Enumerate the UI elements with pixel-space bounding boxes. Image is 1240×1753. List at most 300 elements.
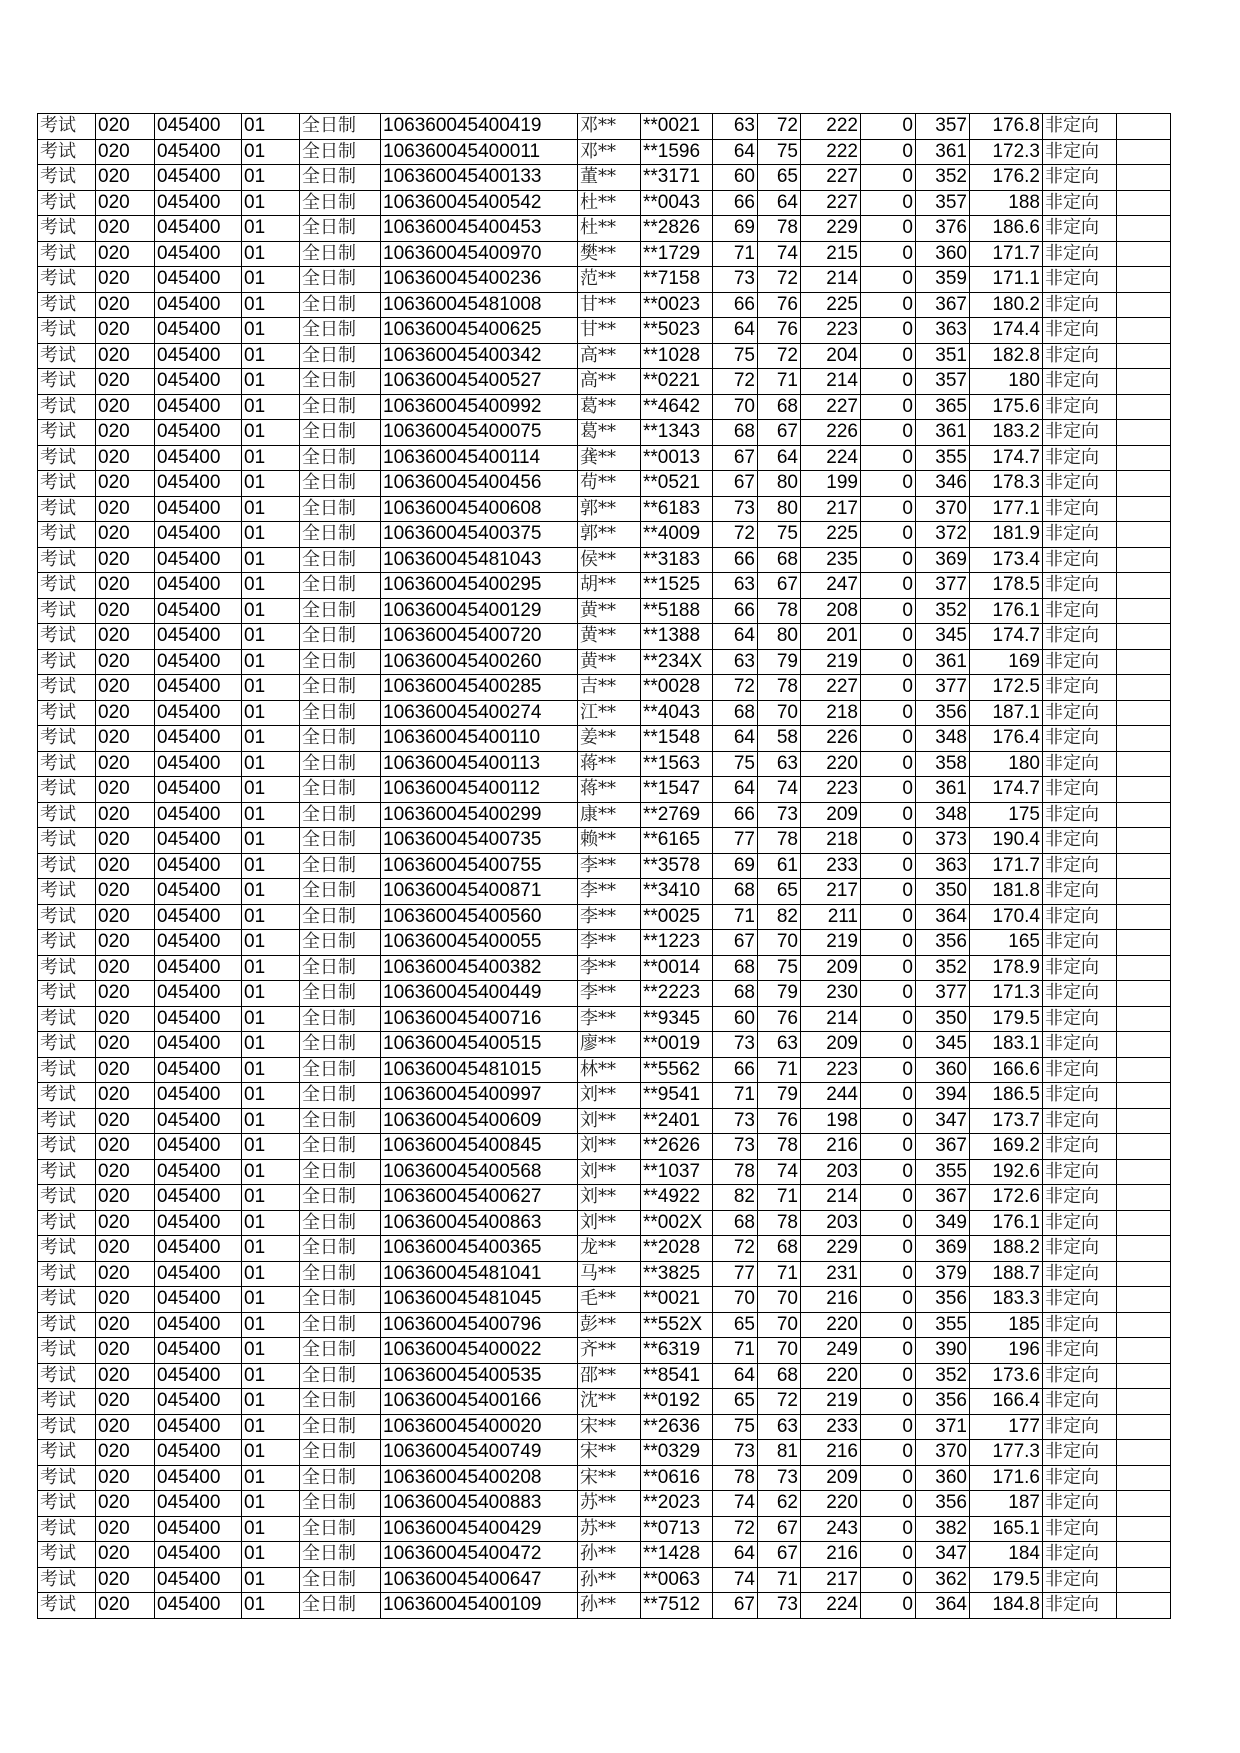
name-cell: 胡** <box>578 573 641 599</box>
english-score-cell: 80 <box>758 624 801 650</box>
candidate-id-cell: 106360045400342 <box>381 343 578 369</box>
direction-code-cell: 01 <box>242 1236 300 1262</box>
total-score-cell: 349 <box>916 1210 970 1236</box>
table-row <box>38 1287 1171 1313</box>
total-score-cell: 360 <box>916 1057 970 1083</box>
department-code-cell: 020 <box>96 1491 155 1517</box>
politics-score-cell: 64 <box>713 1363 758 1389</box>
exam-type-cell: 考试 <box>38 369 96 395</box>
plan-type-cell: 非定向 <box>1043 394 1117 420</box>
professional-score-cell: 216 <box>801 1440 861 1466</box>
id-suffix-cell: **1037 <box>641 1159 713 1185</box>
professional-score-cell: 231 <box>801 1261 861 1287</box>
major-code-cell: 045400 <box>155 292 242 318</box>
direction-code-cell: 01 <box>242 726 300 752</box>
department-code-cell: 020 <box>96 675 155 701</box>
extra-score-cell: 0 <box>861 471 916 497</box>
total-score-cell: 359 <box>916 267 970 293</box>
name-cell: 苏** <box>578 1491 641 1517</box>
professional-score-cell: 217 <box>801 1567 861 1593</box>
exam-type-cell: 考试 <box>38 598 96 624</box>
table-row <box>38 1134 1171 1160</box>
study-mode-cell: 全日制 <box>300 777 381 803</box>
id-suffix-cell: **1525 <box>641 573 713 599</box>
total-score-cell: 394 <box>916 1083 970 1109</box>
final-score-cell: 165.1 <box>970 1516 1043 1542</box>
english-score-cell: 79 <box>758 981 801 1007</box>
major-code-cell: 045400 <box>155 1134 242 1160</box>
name-cell: 樊** <box>578 241 641 267</box>
candidate-id-cell: 106360045400627 <box>381 1185 578 1211</box>
final-score-cell: 188.2 <box>970 1236 1043 1262</box>
table-row <box>38 1057 1171 1083</box>
study-mode-cell: 全日制 <box>300 190 381 216</box>
extra-score-cell: 0 <box>861 802 916 828</box>
plan-type-cell: 非定向 <box>1043 726 1117 752</box>
remarks-cell <box>1117 1236 1171 1262</box>
english-score-cell: 72 <box>758 343 801 369</box>
name-cell: 黄** <box>578 624 641 650</box>
final-score-cell: 187.1 <box>970 700 1043 726</box>
exam-type-cell: 考试 <box>38 445 96 471</box>
department-code-cell: 020 <box>96 165 155 191</box>
remarks-cell <box>1117 1363 1171 1389</box>
candidate-id-cell: 106360045400375 <box>381 522 578 548</box>
name-cell: 杜** <box>578 190 641 216</box>
plan-type-cell: 非定向 <box>1043 547 1117 573</box>
candidate-id-cell: 106360045400285 <box>381 675 578 701</box>
english-score-cell: 67 <box>758 420 801 446</box>
major-code-cell: 045400 <box>155 879 242 905</box>
candidate-id-cell: 106360045400429 <box>381 1516 578 1542</box>
name-cell: 宋** <box>578 1440 641 1466</box>
remarks-cell <box>1117 139 1171 165</box>
id-suffix-cell: **0023 <box>641 292 713 318</box>
table-row <box>38 1338 1171 1364</box>
remarks-cell <box>1117 904 1171 930</box>
total-score-cell: 377 <box>916 981 970 1007</box>
table-row <box>38 1516 1171 1542</box>
name-cell: 苟** <box>578 471 641 497</box>
study-mode-cell: 全日制 <box>300 522 381 548</box>
exam-type-cell: 考试 <box>38 1338 96 1364</box>
plan-type-cell: 非定向 <box>1043 904 1117 930</box>
name-cell: 赖** <box>578 828 641 854</box>
name-cell: 龚** <box>578 445 641 471</box>
english-score-cell: 65 <box>758 879 801 905</box>
id-suffix-cell: **2023 <box>641 1491 713 1517</box>
english-score-cell: 74 <box>758 1159 801 1185</box>
table-row <box>38 1389 1171 1415</box>
extra-score-cell: 0 <box>861 1287 916 1313</box>
direction-code-cell: 01 <box>242 165 300 191</box>
department-code-cell: 020 <box>96 751 155 777</box>
total-score-cell: 371 <box>916 1414 970 1440</box>
final-score-cell: 184.8 <box>970 1593 1043 1619</box>
department-code-cell: 020 <box>96 598 155 624</box>
id-suffix-cell: **2626 <box>641 1134 713 1160</box>
exam-type-cell: 考试 <box>38 1108 96 1134</box>
candidate-id-cell: 106360045400755 <box>381 853 578 879</box>
remarks-cell <box>1117 1210 1171 1236</box>
plan-type-cell: 非定向 <box>1043 1108 1117 1134</box>
direction-code-cell: 01 <box>242 955 300 981</box>
remarks-cell <box>1117 471 1171 497</box>
study-mode-cell: 全日制 <box>300 904 381 930</box>
plan-type-cell: 非定向 <box>1043 139 1117 165</box>
final-score-cell: 172.3 <box>970 139 1043 165</box>
remarks-cell <box>1117 292 1171 318</box>
study-mode-cell: 全日制 <box>300 879 381 905</box>
politics-score-cell: 67 <box>713 445 758 471</box>
plan-type-cell: 非定向 <box>1043 496 1117 522</box>
table-row <box>38 1236 1171 1262</box>
remarks-cell <box>1117 445 1171 471</box>
candidate-id-cell: 106360045400535 <box>381 1363 578 1389</box>
remarks-cell <box>1117 777 1171 803</box>
politics-score-cell: 64 <box>713 777 758 803</box>
total-score-cell: 364 <box>916 904 970 930</box>
direction-code-cell: 01 <box>242 777 300 803</box>
study-mode-cell: 全日制 <box>300 802 381 828</box>
professional-score-cell: 219 <box>801 649 861 675</box>
table-row <box>38 369 1171 395</box>
remarks-cell <box>1117 930 1171 956</box>
study-mode-cell: 全日制 <box>300 241 381 267</box>
professional-score-cell: 219 <box>801 930 861 956</box>
candidate-id-cell: 106360045400527 <box>381 369 578 395</box>
politics-score-cell: 63 <box>713 573 758 599</box>
exam-type-cell: 考试 <box>38 1440 96 1466</box>
direction-code-cell: 01 <box>242 1465 300 1491</box>
english-score-cell: 63 <box>758 1414 801 1440</box>
plan-type-cell: 非定向 <box>1043 853 1117 879</box>
exam-type-cell: 考试 <box>38 165 96 191</box>
direction-code-cell: 01 <box>242 318 300 344</box>
study-mode-cell: 全日制 <box>300 1185 381 1211</box>
id-suffix-cell: **0021 <box>641 1287 713 1313</box>
english-score-cell: 63 <box>758 1032 801 1058</box>
direction-code-cell: 01 <box>242 802 300 828</box>
department-code-cell: 020 <box>96 267 155 293</box>
total-score-cell: 377 <box>916 573 970 599</box>
politics-score-cell: 73 <box>713 267 758 293</box>
exam-type-cell: 考试 <box>38 1185 96 1211</box>
exam-type-cell: 考试 <box>38 879 96 905</box>
exam-type-cell: 考试 <box>38 420 96 446</box>
plan-type-cell: 非定向 <box>1043 1338 1117 1364</box>
final-score-cell: 176.4 <box>970 726 1043 752</box>
study-mode-cell: 全日制 <box>300 1414 381 1440</box>
department-code-cell: 020 <box>96 1567 155 1593</box>
politics-score-cell: 77 <box>713 1261 758 1287</box>
remarks-cell <box>1117 216 1171 242</box>
candidate-id-cell: 106360045400997 <box>381 1083 578 1109</box>
english-score-cell: 71 <box>758 1261 801 1287</box>
exam-type-cell: 考试 <box>38 802 96 828</box>
exam-type-cell: 考试 <box>38 1491 96 1517</box>
politics-score-cell: 60 <box>713 165 758 191</box>
major-code-cell: 045400 <box>155 1057 242 1083</box>
exam-type-cell: 考试 <box>38 1032 96 1058</box>
department-code-cell: 020 <box>96 955 155 981</box>
remarks-cell <box>1117 726 1171 752</box>
major-code-cell: 045400 <box>155 1465 242 1491</box>
professional-score-cell: 203 <box>801 1210 861 1236</box>
study-mode-cell: 全日制 <box>300 1108 381 1134</box>
study-mode-cell: 全日制 <box>300 267 381 293</box>
final-score-cell: 178.5 <box>970 573 1043 599</box>
extra-score-cell: 0 <box>861 981 916 1007</box>
english-score-cell: 62 <box>758 1491 801 1517</box>
extra-score-cell: 0 <box>861 1491 916 1517</box>
id-suffix-cell: **4043 <box>641 700 713 726</box>
professional-score-cell: 220 <box>801 1363 861 1389</box>
id-suffix-cell: **0014 <box>641 955 713 981</box>
direction-code-cell: 01 <box>242 394 300 420</box>
politics-score-cell: 64 <box>713 139 758 165</box>
department-code-cell: 020 <box>96 1363 155 1389</box>
department-code-cell: 020 <box>96 496 155 522</box>
direction-code-cell: 01 <box>242 853 300 879</box>
table-row <box>38 853 1171 879</box>
major-code-cell: 045400 <box>155 190 242 216</box>
final-score-cell: 177.1 <box>970 496 1043 522</box>
english-score-cell: 78 <box>758 828 801 854</box>
professional-score-cell: 227 <box>801 675 861 701</box>
politics-score-cell: 72 <box>713 675 758 701</box>
extra-score-cell: 0 <box>861 904 916 930</box>
remarks-cell <box>1117 369 1171 395</box>
extra-score-cell: 0 <box>861 1032 916 1058</box>
id-suffix-cell: **4009 <box>641 522 713 548</box>
id-suffix-cell: **3578 <box>641 853 713 879</box>
exam-type-cell: 考试 <box>38 267 96 293</box>
remarks-cell <box>1117 318 1171 344</box>
study-mode-cell: 全日制 <box>300 1516 381 1542</box>
candidate-id-cell: 106360045481015 <box>381 1057 578 1083</box>
plan-type-cell: 非定向 <box>1043 1491 1117 1517</box>
department-code-cell: 020 <box>96 1210 155 1236</box>
professional-score-cell: 214 <box>801 1006 861 1032</box>
professional-score-cell: 214 <box>801 1185 861 1211</box>
direction-code-cell: 01 <box>242 1261 300 1287</box>
total-score-cell: 346 <box>916 471 970 497</box>
name-cell: 李** <box>578 1006 641 1032</box>
exam-type-cell: 考试 <box>38 1057 96 1083</box>
final-score-cell: 176.2 <box>970 165 1043 191</box>
total-score-cell: 351 <box>916 343 970 369</box>
professional-score-cell: 218 <box>801 700 861 726</box>
study-mode-cell: 全日制 <box>300 1057 381 1083</box>
department-code-cell: 020 <box>96 904 155 930</box>
direction-code-cell: 01 <box>242 1032 300 1058</box>
plan-type-cell: 非定向 <box>1043 1261 1117 1287</box>
major-code-cell: 045400 <box>155 700 242 726</box>
department-code-cell: 020 <box>96 318 155 344</box>
name-cell: 孙** <box>578 1567 641 1593</box>
department-code-cell: 020 <box>96 216 155 242</box>
remarks-cell <box>1117 1593 1171 1619</box>
candidate-id-cell: 106360045400449 <box>381 981 578 1007</box>
study-mode-cell: 全日制 <box>300 700 381 726</box>
english-score-cell: 73 <box>758 1593 801 1619</box>
id-suffix-cell: **1428 <box>641 1542 713 1568</box>
department-code-cell: 020 <box>96 471 155 497</box>
politics-score-cell: 64 <box>713 318 758 344</box>
professional-score-cell: 227 <box>801 190 861 216</box>
exam-type-cell: 考试 <box>38 496 96 522</box>
plan-type-cell: 非定向 <box>1043 1312 1117 1338</box>
name-cell: 刘** <box>578 1210 641 1236</box>
major-code-cell: 045400 <box>155 471 242 497</box>
major-code-cell: 045400 <box>155 241 242 267</box>
direction-code-cell: 01 <box>242 649 300 675</box>
plan-type-cell: 非定向 <box>1043 1032 1117 1058</box>
direction-code-cell: 01 <box>242 1006 300 1032</box>
id-suffix-cell: **3171 <box>641 165 713 191</box>
id-suffix-cell: **8541 <box>641 1363 713 1389</box>
politics-score-cell: 69 <box>713 853 758 879</box>
table-row <box>38 726 1171 752</box>
direction-code-cell: 01 <box>242 828 300 854</box>
direction-code-cell: 01 <box>242 1083 300 1109</box>
candidate-id-cell: 106360045400883 <box>381 1491 578 1517</box>
name-cell: 甘** <box>578 318 641 344</box>
table-row <box>38 777 1171 803</box>
candidate-id-cell: 106360045400453 <box>381 216 578 242</box>
professional-score-cell: 223 <box>801 777 861 803</box>
plan-type-cell: 非定向 <box>1043 292 1117 318</box>
direction-code-cell: 01 <box>242 1312 300 1338</box>
major-code-cell: 045400 <box>155 1083 242 1109</box>
department-code-cell: 020 <box>96 981 155 1007</box>
direction-code-cell: 01 <box>242 675 300 701</box>
table-row <box>38 1108 1171 1134</box>
professional-score-cell: 226 <box>801 726 861 752</box>
table-row <box>38 420 1171 446</box>
english-score-cell: 61 <box>758 853 801 879</box>
extra-score-cell: 0 <box>861 1134 916 1160</box>
extra-score-cell: 0 <box>861 216 916 242</box>
politics-score-cell: 68 <box>713 955 758 981</box>
id-suffix-cell: **0043 <box>641 190 713 216</box>
plan-type-cell: 非定向 <box>1043 1414 1117 1440</box>
direction-code-cell: 01 <box>242 879 300 905</box>
id-suffix-cell: **7512 <box>641 1593 713 1619</box>
department-code-cell: 020 <box>96 343 155 369</box>
plan-type-cell: 非定向 <box>1043 573 1117 599</box>
politics-score-cell: 68 <box>713 1210 758 1236</box>
id-suffix-cell: **2769 <box>641 802 713 828</box>
remarks-cell <box>1117 675 1171 701</box>
major-code-cell: 045400 <box>155 598 242 624</box>
major-code-cell: 045400 <box>155 1032 242 1058</box>
department-code-cell: 020 <box>96 1083 155 1109</box>
final-score-cell: 176.1 <box>970 1210 1043 1236</box>
english-score-cell: 58 <box>758 726 801 752</box>
english-score-cell: 75 <box>758 522 801 548</box>
department-code-cell: 020 <box>96 1516 155 1542</box>
exam-type-cell: 考试 <box>38 853 96 879</box>
study-mode-cell: 全日制 <box>300 1440 381 1466</box>
major-code-cell: 045400 <box>155 1108 242 1134</box>
english-score-cell: 80 <box>758 496 801 522</box>
major-code-cell: 045400 <box>155 1185 242 1211</box>
final-score-cell: 177 <box>970 1414 1043 1440</box>
department-code-cell: 020 <box>96 1185 155 1211</box>
candidate-id-cell: 106360045481008 <box>381 292 578 318</box>
english-score-cell: 63 <box>758 751 801 777</box>
final-score-cell: 175 <box>970 802 1043 828</box>
exam-type-cell: 考试 <box>38 139 96 165</box>
candidate-id-cell: 106360045400112 <box>381 777 578 803</box>
extra-score-cell: 0 <box>861 547 916 573</box>
direction-code-cell: 01 <box>242 1593 300 1619</box>
name-cell: 黄** <box>578 649 641 675</box>
final-score-cell: 169 <box>970 649 1043 675</box>
extra-score-cell: 0 <box>861 777 916 803</box>
politics-score-cell: 63 <box>713 649 758 675</box>
table-row <box>38 1210 1171 1236</box>
exam-type-cell: 考试 <box>38 216 96 242</box>
exam-type-cell: 考试 <box>38 930 96 956</box>
total-score-cell: 363 <box>916 318 970 344</box>
study-mode-cell: 全日制 <box>300 471 381 497</box>
direction-code-cell: 01 <box>242 420 300 446</box>
name-cell: 侯** <box>578 547 641 573</box>
table-row <box>38 445 1171 471</box>
total-score-cell: 367 <box>916 1185 970 1211</box>
department-code-cell: 020 <box>96 802 155 828</box>
direction-code-cell: 01 <box>242 471 300 497</box>
id-suffix-cell: **1388 <box>641 624 713 650</box>
table-row <box>38 394 1171 420</box>
department-code-cell: 020 <box>96 139 155 165</box>
remarks-cell <box>1117 1083 1171 1109</box>
major-code-cell: 045400 <box>155 496 242 522</box>
total-score-cell: 369 <box>916 547 970 573</box>
professional-score-cell: 222 <box>801 139 861 165</box>
table-row <box>38 471 1171 497</box>
plan-type-cell: 非定向 <box>1043 420 1117 446</box>
study-mode-cell: 全日制 <box>300 1083 381 1109</box>
politics-score-cell: 71 <box>713 1338 758 1364</box>
plan-type-cell: 非定向 <box>1043 1440 1117 1466</box>
extra-score-cell: 0 <box>861 751 916 777</box>
plan-type-cell: 非定向 <box>1043 777 1117 803</box>
professional-score-cell: 209 <box>801 1032 861 1058</box>
major-code-cell: 045400 <box>155 547 242 573</box>
remarks-cell <box>1117 1389 1171 1415</box>
department-code-cell: 020 <box>96 1338 155 1364</box>
professional-score-cell: 214 <box>801 369 861 395</box>
total-score-cell: 356 <box>916 700 970 726</box>
extra-score-cell: 0 <box>861 624 916 650</box>
id-suffix-cell: **0192 <box>641 1389 713 1415</box>
major-code-cell: 045400 <box>155 1338 242 1364</box>
id-suffix-cell: **1343 <box>641 420 713 446</box>
department-code-cell: 020 <box>96 1312 155 1338</box>
extra-score-cell: 0 <box>861 114 916 140</box>
table-row <box>38 981 1171 1007</box>
exam-type-cell: 考试 <box>38 1006 96 1032</box>
name-cell: 李** <box>578 879 641 905</box>
english-score-cell: 71 <box>758 1057 801 1083</box>
id-suffix-cell: **9541 <box>641 1083 713 1109</box>
candidate-id-cell: 106360045400133 <box>381 165 578 191</box>
study-mode-cell: 全日制 <box>300 496 381 522</box>
